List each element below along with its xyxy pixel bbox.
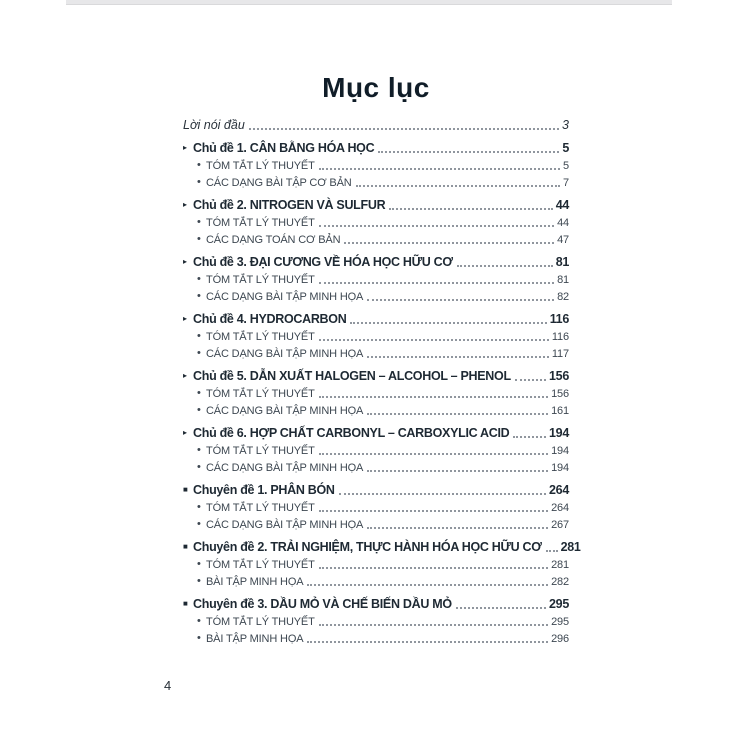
dot-bullet-icon: • <box>197 347 201 359</box>
toc-group <box>183 481 569 533</box>
toc-entry-label: Chủ đề 5. DẪN XUẤT HALOGEN – ALCOHOL – PHENOL <box>193 369 511 383</box>
toc-sub-label: CÁC DẠNG TOÁN CƠ BẢN <box>206 233 341 246</box>
dot-bullet-icon: • <box>197 632 201 644</box>
toc-group <box>183 367 569 419</box>
toc-sub-label: CÁC DẠNG BÀI TẬP MINH HỌA <box>206 518 364 531</box>
toc-list <box>183 139 581 647</box>
toc-group <box>183 310 569 362</box>
toc-sub-label: TÓM TẮT LÝ THUYẾT <box>206 273 315 286</box>
square-bullet-icon: ■ <box>183 542 188 551</box>
toc-sub-page: 282 <box>551 575 569 588</box>
dotted-leader <box>344 242 554 244</box>
dotted-leader <box>319 339 549 341</box>
dotted-leader <box>546 550 558 552</box>
toc-sub-page: 7 <box>563 176 569 189</box>
toc-sub-label: TÓM TẮT LÝ THUYẾT <box>206 558 315 571</box>
toc-sub-label: TÓM TẮT LÝ THUYẾT <box>206 330 315 343</box>
toc-entry-label: Chuyên đề 3. DẦU MỎ VÀ CHẾ BIẾN DẦU MỎ <box>193 597 452 611</box>
toc-entry <box>183 367 569 385</box>
toc-sub-label: TÓM TẮT LÝ THUYẾT <box>206 159 315 172</box>
dot-bullet-icon: • <box>197 615 201 627</box>
toc-entry <box>183 595 569 613</box>
arrow-bullet-icon: ▸ <box>183 257 187 266</box>
toc-entry-page: 264 <box>549 483 569 497</box>
toc-entry-label: Chủ đề 2. NITROGEN VÀ SULFUR <box>193 198 386 212</box>
dotted-leader <box>513 436 546 438</box>
arrow-bullet-icon: ▸ <box>183 200 187 209</box>
dot-bullet-icon: • <box>197 575 201 587</box>
toc-entry <box>183 538 581 556</box>
toc-entry-page: 5 <box>562 141 569 155</box>
dotted-leader <box>515 379 546 381</box>
toc-entry <box>183 196 569 214</box>
toc-entry-label: Chuyên đề 2. TRẢI NGHIỆM, THỰC HÀNH HÓA HỌC HỮU CƠ <box>193 540 542 554</box>
dot-bullet-icon: • <box>197 290 201 302</box>
toc-entry-page: 194 <box>549 426 569 440</box>
dot-bullet-icon: • <box>197 159 201 171</box>
toc-sub-label: CÁC DẠNG BÀI TẬP MINH HỌA <box>206 461 364 474</box>
dotted-leader <box>319 510 548 512</box>
toc-sub-entry <box>183 345 569 362</box>
dot-bullet-icon: • <box>197 330 201 342</box>
dotted-leader <box>457 265 553 267</box>
toc-sub-label: TÓM TẮT LÝ THUYẾT <box>206 387 315 400</box>
dotted-leader <box>307 584 548 586</box>
toc-entry-page: 295 <box>549 597 569 611</box>
toc-sub-page: 116 <box>551 330 569 343</box>
toc-entry-page: 81 <box>555 255 569 269</box>
toc-group <box>183 196 569 248</box>
toc-sub-page: 82 <box>557 290 569 303</box>
toc-preface-page: 3 <box>562 118 569 132</box>
toc-entry-label: Chủ đề 3. ĐẠI CƯƠNG VỀ HÓA HỌC HỮU CƠ <box>193 255 453 269</box>
page-title: Mục lục <box>322 72 430 103</box>
toc-sub-label: TÓM TẮT LÝ THUYẾT <box>206 615 315 628</box>
dotted-leader <box>356 185 560 187</box>
arrow-bullet-icon: ▸ <box>183 314 187 323</box>
toc-sub-entry <box>183 630 569 647</box>
dotted-leader <box>319 225 554 227</box>
toc-sub-page: 44 <box>557 216 569 229</box>
toc-sub-entry <box>183 271 569 288</box>
dotted-leader <box>319 453 548 455</box>
toc-sub-entry <box>183 573 569 590</box>
toc-entry-page: 156 <box>549 369 569 383</box>
toc-group <box>183 538 581 590</box>
toc-sub-page: 295 <box>551 615 569 628</box>
dotted-leader <box>307 641 548 643</box>
toc-entry <box>183 481 569 499</box>
toc-sub-entry <box>183 556 569 573</box>
dot-bullet-icon: • <box>197 444 201 456</box>
square-bullet-icon: ■ <box>183 599 188 608</box>
toc-group <box>183 595 569 647</box>
toc-sub-label: CÁC DẠNG BÀI TẬP MINH HỌA <box>206 290 364 303</box>
toc-sub-entry <box>183 402 569 419</box>
dotted-leader <box>249 128 559 130</box>
dotted-leader <box>319 624 548 626</box>
toc-entry <box>183 424 569 442</box>
dotted-leader <box>367 356 549 358</box>
dotted-leader <box>378 151 559 153</box>
toc-sub-page: 161 <box>551 404 569 417</box>
toc-preface-label: Lời nói đầu <box>183 118 245 132</box>
toc-entry-label: Chuyên đề 1. PHÂN BÓN <box>193 483 335 497</box>
toc-sub-page: 267 <box>551 518 569 531</box>
toc-sub-entry <box>183 157 569 174</box>
dotted-leader <box>367 413 548 415</box>
dotted-leader <box>319 282 554 284</box>
toc-sub-entry <box>183 385 569 402</box>
dot-bullet-icon: • <box>197 518 201 530</box>
dotted-leader <box>339 493 546 495</box>
toc-entry <box>183 253 569 271</box>
dotted-leader <box>367 470 548 472</box>
toc-sub-label: TÓM TẮT LÝ THUYẾT <box>206 501 315 514</box>
arrow-bullet-icon: ▸ <box>183 428 187 437</box>
dot-bullet-icon: • <box>197 501 201 513</box>
toc-sub-page: 117 <box>551 347 569 360</box>
dotted-leader <box>456 607 546 609</box>
toc-sub-label: TÓM TẮT LÝ THUYẾT <box>206 216 315 229</box>
toc-sub-page: 81 <box>557 273 569 286</box>
dotted-leader <box>319 396 548 398</box>
toc-sub-label: CÁC DẠNG BÀI TẬP CƠ BẢN <box>206 176 352 189</box>
toc-sub-label: CÁC DẠNG BÀI TẬP MINH HỌA <box>206 347 364 360</box>
toc-sub-page: 194 <box>551 461 569 474</box>
toc-sub-page: 194 <box>551 444 569 457</box>
toc-group <box>183 424 569 476</box>
toc-sub-label: BÀI TẬP MINH HỌA <box>206 632 304 645</box>
toc-group <box>183 139 569 191</box>
toc-sub-entry <box>183 174 569 191</box>
toc-sub-entry <box>183 328 569 345</box>
toc-sub-page: 296 <box>551 632 569 645</box>
toc-entry-page: 116 <box>549 312 569 326</box>
toc-sub-page: 281 <box>551 558 569 571</box>
toc-entry-label: Chủ đề 1. CÂN BẰNG HÓA HỌC <box>193 141 375 155</box>
dotted-leader <box>350 322 546 324</box>
toc-entry-label: Chủ đề 6. HỢP CHẤT CARBONYL – CARBOXYLIC ACID <box>193 426 510 440</box>
toc-sub-page: 5 <box>563 159 569 172</box>
dot-bullet-icon: • <box>197 273 201 285</box>
toc-group <box>183 253 569 305</box>
toc-entry-page: 44 <box>555 198 569 212</box>
toc-sub-label: BÀI TẬP MINH HỌA <box>206 575 304 588</box>
dotted-leader <box>319 567 548 569</box>
table-of-contents <box>183 72 581 647</box>
toc-sub-entry <box>183 516 569 533</box>
dot-bullet-icon: • <box>197 404 201 416</box>
toc-sub-entry <box>183 288 569 305</box>
dotted-leader <box>367 299 554 301</box>
dot-bullet-icon: • <box>197 558 201 570</box>
toc-preface-row <box>183 116 569 134</box>
toc-sub-entry <box>183 214 569 231</box>
toc-sub-entry <box>183 613 569 630</box>
square-bullet-icon: ■ <box>183 485 188 494</box>
arrow-bullet-icon: ▸ <box>183 143 187 152</box>
toc-entry <box>183 139 569 157</box>
toc-entry-page: 281 <box>560 540 581 554</box>
arrow-bullet-icon: ▸ <box>183 371 187 380</box>
dot-bullet-icon: • <box>197 233 201 245</box>
photo-edge-strip <box>66 0 672 5</box>
dotted-leader <box>319 168 560 170</box>
toc-sub-page: 264 <box>551 501 569 514</box>
toc-sub-label: CÁC DẠNG BÀI TẬP MINH HỌA <box>206 404 364 417</box>
dot-bullet-icon: • <box>197 461 201 473</box>
folio-page-number: 4 <box>164 678 172 693</box>
dot-bullet-icon: • <box>197 387 201 399</box>
dot-bullet-icon: • <box>197 176 201 188</box>
toc-sub-entry <box>183 459 569 476</box>
dot-bullet-icon: • <box>197 216 201 228</box>
toc-sub-entry <box>183 442 569 459</box>
toc-sub-page: 156 <box>551 387 569 400</box>
toc-sub-label: TÓM TẮT LÝ THUYẾT <box>206 444 315 457</box>
dotted-leader <box>367 527 548 529</box>
dotted-leader <box>389 208 552 210</box>
toc-entry <box>183 310 569 328</box>
toc-sub-page: 47 <box>557 233 569 246</box>
toc-sub-entry <box>183 231 569 248</box>
toc-entry-label: Chủ đề 4. HYDROCARBON <box>193 312 347 326</box>
toc-sub-entry <box>183 499 569 516</box>
